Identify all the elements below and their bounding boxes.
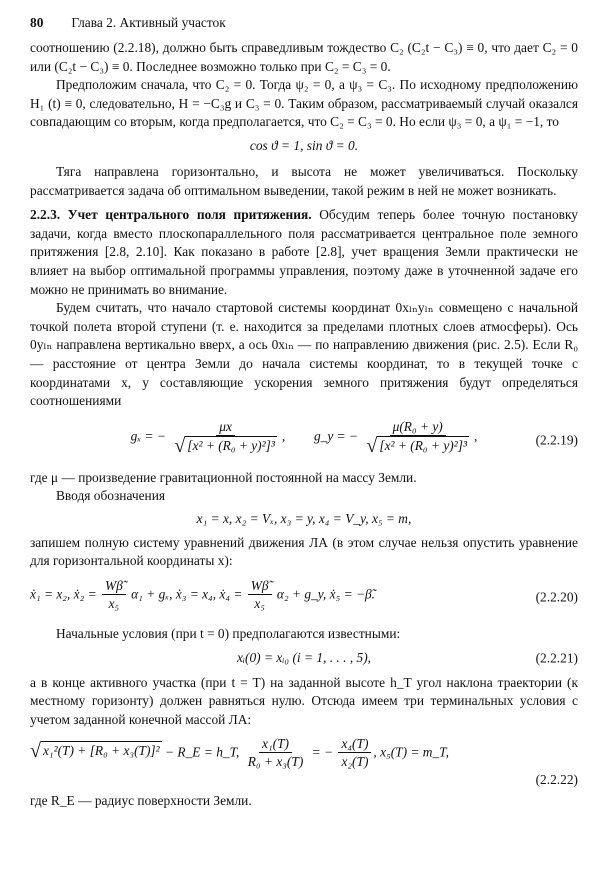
eq22-eq-mid: = −	[311, 745, 334, 761]
eq22-fraction-2	[338, 736, 371, 771]
eq22-fraction-1	[245, 736, 307, 771]
page	[30, 14, 578, 811]
gx-denominator	[171, 436, 280, 456]
eq22-part2: , x₅(T) = m_T,	[373, 745, 449, 761]
chapter-title: Глава 2. Активный участок	[71, 15, 226, 30]
gx-lhs: gₓ = −	[130, 428, 166, 444]
equation-2-2-21-body: xᵢ(0) = xᵢ₀ (i = 1, . . . , 5),	[236, 649, 372, 665]
eq20-part3: α₂ + g_y, ẋ₅ = −β̃.	[276, 586, 376, 602]
paragraph-4-text: Обсудим теперь более точную постановку задачи, когда вместо плоскопараллельного поля рассматривается центральное поле земного притяжения [2.8, 2.10]. Как показано в работе [2.8], учет вращения Земли практически не влияет на выбор оптимальной программы управления, поэтому даже в уточненной задаче его можно не принимать во внимание.	[30, 207, 578, 297]
gy-fraction	[363, 419, 472, 456]
page-number: 80	[30, 15, 44, 30]
eq20-part2: α₁ + gₓ, ẋ₃ = x₄, ẋ₄ =	[131, 586, 243, 602]
gy-lhs: g_y = −	[313, 428, 359, 444]
eq20-f2-numerator: Wβ̃	[248, 578, 272, 595]
equation-number-2-2-20: (2.2.20)	[535, 589, 578, 605]
equation-2-2-20-body	[30, 578, 578, 613]
paragraph-11: где R_E — радиус поверхности Земли.	[30, 793, 252, 809]
paragraph-10: а в конце активного участка (при t = T) на заданной высоте h_T угол наклона траектории (к местному горизонту) должен равняться нулю. Отсюда имеем три терминальных условия с учетом заданной конечной массой ЛА:	[30, 674, 578, 727]
sqrt-sign-icon: √	[366, 434, 378, 457]
paragraph-8: запишем полную систему уравнений движения ЛА (в этом случае нельзя опустить уравнение для горизонтальной координаты x):	[30, 534, 578, 569]
equation-2-2-20	[30, 578, 578, 618]
section-heading: 2.2.3. Учет центрального поля притяжения.	[30, 207, 312, 223]
equation-cos-sin-body: cos ϑ = 1, sin ϑ = 0.	[249, 137, 359, 153]
sqrt-sign-icon: √	[30, 740, 41, 763]
gx-fraction	[171, 419, 280, 456]
paragraph-1: соотношению (2.2.18), должно быть справедливым тождество C₂ (C₂t − C₃) ≡ 0, что дает C₂ = 0 или (C₂t − C₃) ≡ 0. Последнее возможно только при C₂ = C₃ = 0.	[30, 40, 578, 74]
eq22-sqrt	[30, 741, 162, 761]
paragraph-2: Предположим сначала, что C₂ = 0. Тогда ψ₂ = 0, а ψ₃ = C₃. По исходному предположению H₁ (t) ≡ 0, следовательно, H = −C₃g и C₃ = 0. Таким образом, рассматриваемый случай оказался совпадающим со вторым, когда предполагается, что C₂ = C₃ = 0. Но если ψ₃ = 0, а ψ₁ = −1, то	[30, 77, 578, 130]
paragraph-3: Тяга направлена горизонтально, и высота не может увеличиваться. Поскольку рассматривается задача об оптимальном выведении, такой режим в ней не может возникать.	[30, 163, 578, 198]
paragraph-5: Будем считать, что начало стартовой системы координат 0xₗₙyₗₙ совмещено с начальной точкой полета второй ступени (т. е. находится за пределами плотных слоев атмосферы). Ось 0yₗₙ направлена вертикально вверх, а ось 0xₗₙ — по направлению движения (рис. 2.5). Если R₀ — расстояние от центра Земли до начала системы координат, то в текущей точке с координатами x, y составляющие ускорения земного притяжения будут определяться соотношениями	[30, 300, 578, 409]
equation-number-2-2-19: (2.2.19)	[535, 432, 578, 448]
eq22-f1-numerator: x₁(T)	[259, 736, 292, 753]
eq22-f2-numerator: x₄(T)	[338, 736, 371, 753]
equation-2-2-19-body: gₓ = − μx √ [x² + (R₀ + y)²]³ , g_y = − μ(R₀ + y) √ [x² + (R₀ + y)²]³ ,	[130, 418, 478, 457]
paragraph-9: Начальные условия (при t = 0) предполагаются известными:	[56, 626, 401, 642]
equation-2-2-22	[30, 736, 578, 790]
equation-number-2-2-21: (2.2.21)	[535, 650, 578, 666]
gy-numerator: μ(R₀ + y)	[390, 419, 446, 436]
equation-2-2-22-body	[30, 736, 578, 771]
eq20-f2-denominator: x₅	[254, 596, 265, 612]
paragraph-6: где μ — произведение гравитационной постоянной на массу Земли.	[30, 469, 417, 485]
equation-2-2-21	[30, 649, 578, 669]
eq22-f2-denominator: x₂(T)	[341, 754, 369, 770]
sqrt-sign-icon: √	[174, 434, 186, 457]
equation-definitions-body: x₁ = x, x₂ = Vₓ, x₃ = y, x₄ = V_y, x₅ = m,	[196, 510, 412, 526]
eq20-fraction-1	[102, 578, 126, 613]
gy-denominator	[363, 436, 472, 456]
eq20-f1-denominator: x₅	[108, 596, 120, 612]
paragraph-7: Вводя обозначения	[56, 488, 166, 504]
equation-definitions	[30, 510, 578, 530]
equation-cos-sin	[30, 137, 578, 157]
equation-number-2-2-22: (2.2.22)	[535, 772, 578, 788]
eq20-f1-numerator: Wβ̃	[102, 578, 126, 595]
paragraph-section-2-2-3	[30, 206, 578, 299]
gx-numerator: μx	[216, 419, 235, 436]
equation-2-2-19	[30, 419, 578, 463]
eq20-part1: ẋ₁ = x₂, ẋ₂ =	[30, 586, 97, 602]
gx-denominator-body: [x² + (R₀ + y)²]³	[185, 436, 277, 456]
eq20-fraction-2	[248, 578, 272, 613]
eq22-sqrt-body: x₁²(T) + [R₀ + x₃(T)]²	[41, 741, 162, 761]
gy-denominator-body: [x² + (R₀ + y)²]³	[377, 436, 469, 456]
running-header	[30, 14, 578, 36]
eq22-part1: − R_E = h_T,	[165, 745, 240, 761]
eq22-f1-denominator: R₀ + x₃(T)	[247, 754, 304, 770]
